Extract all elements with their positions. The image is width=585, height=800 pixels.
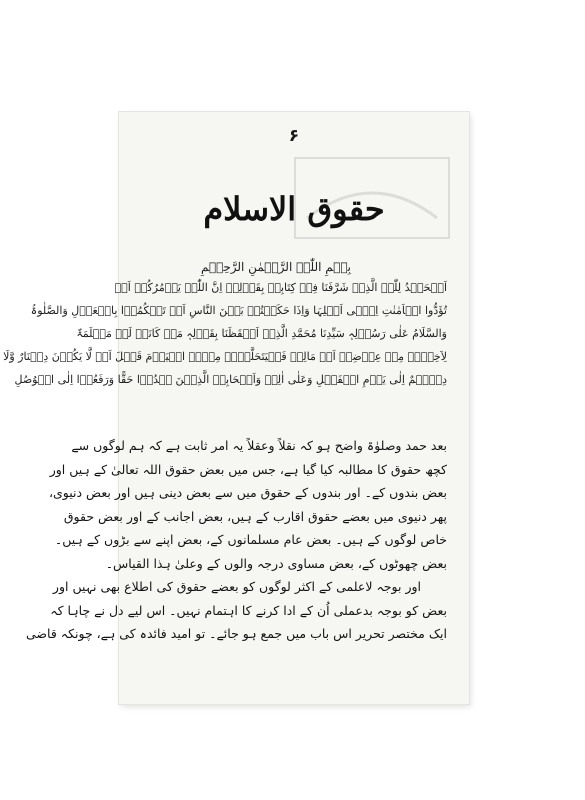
text-line: خاص لوگوں کے ہیں۔ بعض عام مسلمانوں کے، بعض اپنے سے بڑوں کے ہیں۔ bbox=[54, 532, 447, 547]
text-line: پھر دنیوی میں بعضے حقوق اقارب کے ہیں، بعض اجانب کے اور بعض حقوق bbox=[63, 508, 447, 524]
arabic-line: وَالسَّلَامُ عَلٰی رَسُوۡلِہٖ سَیِّدِنَا مُحَمَّدِ الَّذِیۡ اَیۡقَظَنَا بِقَوۡلِہٖ مَنۡ کَانَتۡ لَہٗ مَظۡلَمَۃٌ bbox=[76, 327, 447, 340]
arabic-line: لِاَخِیۡہِ مِنۡ عِرۡضِہٖ اَوۡ مَالِہٖ فَلۡیَتَحَلَّلۡہُ مِنۡہُ الۡیَوۡمَ قَبۡلَ اَنۡ لَّا یَکُوۡنَ دِیۡنَارٌ وَّلَا bbox=[3, 350, 447, 363]
arabic-line: تُؤَدُّوا الۡاَمٰنٰتِ اِلٰۤی اَہۡلِہَا وَاِذَا حَکَمۡتُمۡ بَیۡنَ النَّاسِ اَنۡ تَحۡکُمُوۡا بِالۡعَدۡلِ وَالصَّلٰوۃُ bbox=[30, 304, 447, 317]
urdu-body-text bbox=[25, 434, 447, 646]
text-line: بعض چھوٹوں کے، بعض مساوی درجہ والوں کے وعلیٰ ہذا القیاس۔ bbox=[105, 555, 447, 571]
page-title: حقوق الاسلام bbox=[203, 190, 385, 228]
arabic-line: اَلۡحَمۡدُ لِلّٰہِ الَّذِیۡ شَرَّفَنَا فِیۡ کِتَابِہٖ بِقَوۡلِہٖ اِنَّ اللّٰہَ یَاۡمُرُکُمۡ اَنۡ bbox=[114, 281, 447, 294]
arabic-line: دِرۡہَمٌ اِلٰی یَوۡمِ الۡفَضۡلِ وَعَلٰی اٰلِہٖ وَاَصۡحَابِہِ الَّذِیۡنَ ہَدُوۡا حَقًّا وَرَفَعُوۡا اِلٰی الۡوُصُلِ bbox=[14, 373, 447, 386]
arabic-preface bbox=[3, 276, 447, 391]
page-number: ۶ bbox=[288, 126, 300, 146]
text-line: بعض کو بوجہ بدعملی اُن کے ادا کرنے کا اہتمام نہیں۔ اس لیے دل نے چاہا کہ bbox=[50, 602, 447, 618]
text-line: کچھ حقوق کا مطالبہ کیا گیا ہے، جس میں بعض حقوق اللہ تعالیٰ کے ہیں اور bbox=[49, 461, 447, 477]
text-line: اور بوجہ لاعلمی کے اکثر لوگوں کو بعضے حقوق کی اطلاع بھی نہیں اور bbox=[52, 579, 421, 594]
text-line: بعض بندوں کے۔ اور بندوں کے حقوق میں سے بعض دینی ہیں اور بعض دنیوی، bbox=[48, 485, 447, 500]
text-line: بعد حمد وصلوٰۃ واضح ہو کہ نقلاً وعقلاً یہ امر ثابت ہے کہ ہم لوگوں سے bbox=[71, 438, 447, 453]
text-line: ایک مختصر تحریر اس باب میں جمع ہو جائے۔ تو امید فائدہ کی ہے، چونکہ قاضی bbox=[25, 626, 447, 641]
bismillah-line: بِسۡمِ اللّٰہِ الرَّحۡمٰنِ الرَّحِیۡمِ bbox=[200, 260, 351, 274]
book-page bbox=[3, 112, 469, 704]
